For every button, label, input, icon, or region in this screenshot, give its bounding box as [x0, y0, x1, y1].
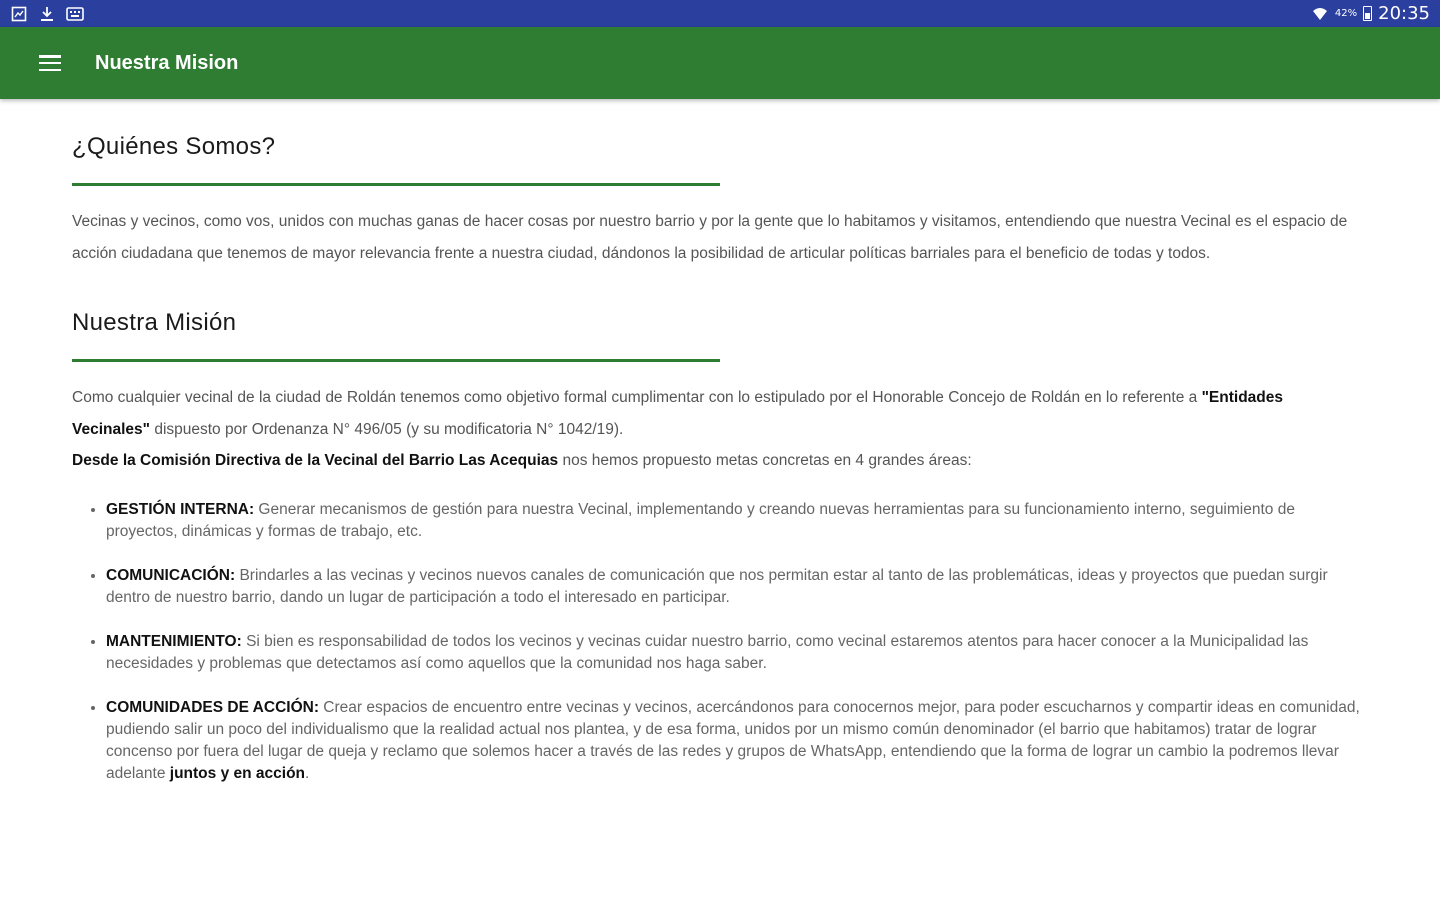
mision-lead-bold: Desde la Comisión Directiva de la Vecinal del Barrio Las Acequias	[72, 452, 559, 469]
keyboard-icon	[66, 6, 84, 22]
section-title-quienes-somos: ¿Quiénes Somos?	[72, 133, 276, 160]
area-end: .	[305, 764, 310, 782]
download-icon	[38, 6, 56, 22]
wifi-icon	[1311, 6, 1329, 22]
battery-icon	[1363, 6, 1372, 21]
area-label: GESTIÓN INTERNA:	[106, 500, 255, 518]
page-content	[0, 133, 1440, 785]
battery-percent: 42%	[1334, 8, 1358, 19]
area-label: MANTENIMIENTO:	[106, 632, 242, 650]
area-label: COMUNICACIÓN:	[106, 566, 236, 584]
areas-list	[72, 499, 1360, 785]
list-item	[106, 499, 1360, 543]
status-icons-right	[1311, 3, 1430, 24]
section-title-nuestra-mision: Nuestra Misión	[72, 309, 237, 336]
mision-text-bold: "Entidades Vecinales"	[72, 389, 1283, 438]
list-item	[106, 697, 1360, 785]
app-toolbar	[0, 27, 1440, 99]
quienes-somos-text: Vecinas y vecinos, como vos, unidos con muchas ganas de hacer cosas por nuestro barrio y por la gente que lo habitamos y visitamos, entendiendo que nuestra Vecinal es el espacio de acción ciudadana que tenemos de mayor relevancia frente a nuestra ciudad, dándonos la posibilidad de articular políticas barriales para el beneficio de todas y todos.	[72, 213, 1348, 262]
status-icons-left	[10, 6, 84, 22]
mision-text	[72, 382, 1360, 477]
area-text: Brindarles a las vecinas y vecinos nuevos canales de comunicación que nos permitan estar al tanto de las problemáticas, ideas y proyectos que puedan surgir dentro de nuestro barrio, dando un lugar de participación a todo el interesado en participar.	[106, 566, 1328, 606]
area-text: Si bien es responsabilidad de todos los vecinos y vecinas cuidar nuestro barrio, como vecinal estaremos atentos para hacer conocer a la Municipalidad las necesidades y problemas que detectamos así como aquellos que la comunidad nos haga saber.	[106, 632, 1309, 672]
mision-text-a: Como cualquier vecinal de la ciudad de Roldán tenemos como objetivo formal cumplimentar con lo estipulado por el Honorable Concejo de Roldán en lo referente a	[72, 389, 1202, 406]
status-bar	[0, 0, 1440, 27]
list-item	[106, 631, 1360, 675]
area-text: Crear espacios de encuentro entre vecinas y vecinos, acercándonos para conocernos mejor, para poder escucharnos y compartir ideas en comunidad, pudiendo salir un poco del individualismo que la realidad actual nos plantea, y de esa forma, unidos por un mismo común denominador (el barrio que habitamos) tratar de lograr concenso por fuera del lugar de queja y reclamo que solemos hacer a través de las redes y grupos de WhatsApp, entendiendo que la forma de lograr un cambio la podremos llevar adelante	[106, 698, 1360, 782]
section-divider	[72, 359, 720, 362]
mision-lead-rest: nos hemos propuesto metas concretas en 4 grandes áreas:	[558, 452, 972, 469]
section-divider	[72, 183, 720, 186]
status-time: 20:35	[1378, 3, 1430, 24]
list-item	[106, 565, 1360, 609]
area-label: COMUNIDADES DE ACCIÓN:	[106, 698, 319, 716]
mision-text-b: dispuesto por Ordenanza N° 496/05 (y su modificatoria N° 1042/19).	[150, 420, 624, 438]
toolbar-title: Nuestra Mision	[95, 51, 239, 74]
area-end-bold: juntos y en acción	[169, 764, 306, 782]
screenshot-icon	[10, 6, 28, 22]
hamburger-menu-icon[interactable]	[39, 55, 61, 71]
area-text: Generar mecanismos de gestión para nuestra Vecinal, implementando y creando nuevas herramientas para su funcionamiento interno, seguimiento de proyectos, dinámicas y formas de trabajo, etc.	[106, 500, 1295, 540]
